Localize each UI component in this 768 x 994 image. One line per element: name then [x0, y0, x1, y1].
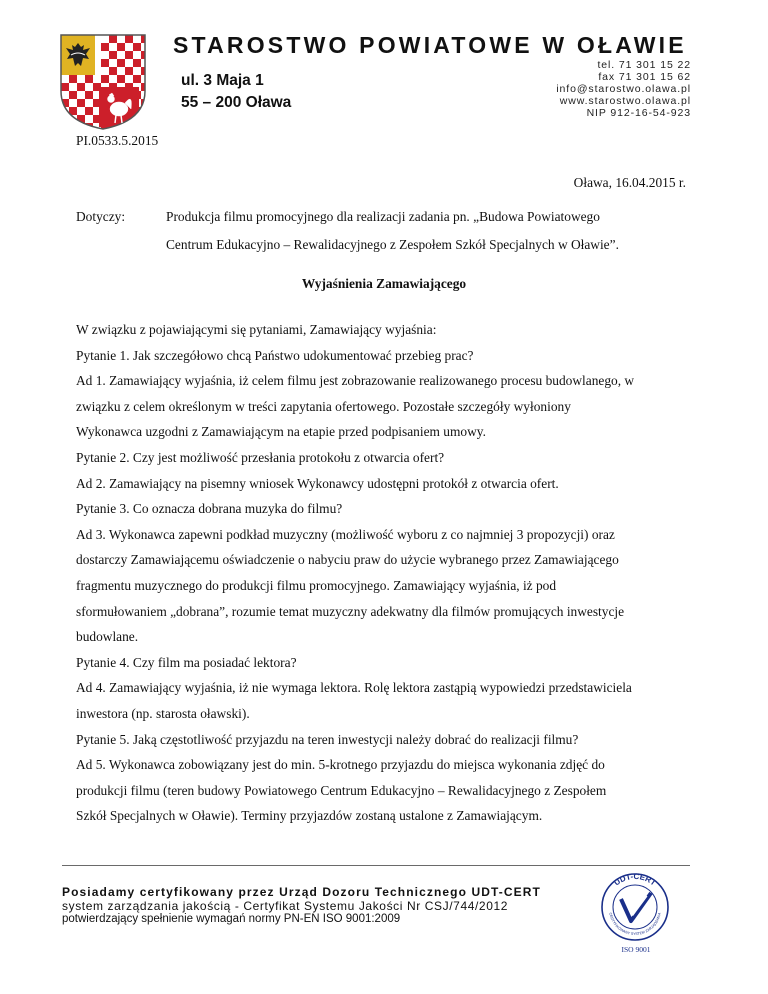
address-city: 55 – 200 Oława: [181, 94, 292, 111]
reference-number: PI.0533.5.2015: [76, 133, 159, 148]
iso-label: ISO 9001: [621, 945, 651, 954]
body-line: Ad 1. Zamawiający wyjaśnia, iż celem filmu jest zobrazowanie realizowanego procesu budowlanego, w: [76, 373, 635, 388]
footer-divider: [62, 865, 690, 866]
body-line: Ad 5. Wykonawca zobowiązany jest do min. 5-krotnego przyjazdu do miejsca wykonania zdjęć do: [76, 757, 605, 772]
udt-cert-logo: [595, 869, 675, 941]
cert-logo-text: UDT-CERT: [612, 871, 658, 888]
body-line: dostarczy Zamawiającemu oświadczenie o nabyciu praw do użycie wybranego przez Zamawiającego: [76, 552, 619, 567]
subject-label: Dotyczy:: [76, 209, 126, 224]
body-line: Wykonawca uzgodni z Zamawiającym na etapie przed podpisaniem umowy.: [76, 424, 486, 439]
body-line: Ad 2. Zamawiający na pisemny wniosek Wykonawcy udostępni protokół z otwarcia ofert.: [76, 476, 559, 491]
address-street: ul. 3 Maja 1: [181, 72, 264, 89]
nip-number: NIP 912-16-54-923: [586, 107, 691, 119]
footer-cert-line: system zarządzania jakością - Certyfikat Systemu Jakości Nr CSJ/744/2012: [62, 899, 509, 913]
body-line: Szkół Specjalnych w Oławie). Terminy przyjazdów zostaną ustalone z Zamawiającym.: [76, 808, 543, 823]
section-title: Wyjaśnienia Zamawiającego: [301, 276, 467, 291]
body-line: Pytanie 2. Czy jest możliwość przesłania protokołu z otwarcia ofert?: [76, 450, 445, 465]
body-line: sformułowaniem „dobrana”, rozumie temat muzyczny adekwatny dla filmów promujących inwestycje: [76, 604, 625, 619]
body-line: fragmentu muzycznego do produkcji filmu promocyjnego. Zamawiający wyjaśnia, iż pod: [76, 578, 557, 593]
body-line: Ad 4. Zamawiający wyjaśnia, iż nie wymaga lektora. Rolę lektora zastąpią wypowiedzi przedstawiciela: [76, 680, 632, 695]
contact-block: [556, 59, 691, 119]
footer-cert-line: Posiadamy certyfikowany przez Urząd Dozoru Technicznego UDT-CERT: [62, 885, 541, 899]
body-line: Pytanie 5. Jaką częstotliwość przyjazdu na teren inwestycji należy dobrać do realizacji filmu?: [76, 732, 579, 747]
body-line: Ad 3. Wykonawca zapewni podkład muzyczny (możliwość wyboru z co najmniej 3 propozycji) oraz: [76, 527, 615, 542]
fax-number: fax 71 301 15 62: [598, 71, 691, 83]
body-line: związku z celem określonym w treści zapytania ofertowego. Pozostałe szczegóły wyłoniony: [76, 399, 571, 414]
cert-ring-text: CERTYFIKOWANY SYSTEM ZARZĄDZANIA: [608, 912, 662, 937]
coat-of-arms-logo: [59, 33, 147, 131]
email-address[interactable]: info@starostwo.olawa.pl: [556, 83, 691, 95]
body-line: inwestora (np. starosta oławski).: [76, 706, 250, 721]
org-title: STAROSTWO POWIATOWE W OŁAWIE: [173, 32, 687, 58]
body-line: Pytanie 3. Co oznacza dobrana muzyka do filmu?: [76, 501, 343, 516]
subject-line: Produkcja filmu promocyjnego dla realizacji zadania pn. „Budowa Powiatowego: [166, 209, 600, 224]
date-line: Oława, 16.04.2015 r.: [573, 175, 686, 190]
body-line: Pytanie 1. Jak szczegółowo chcą Państwo udokumentować przebieg prac?: [76, 348, 474, 363]
website-link[interactable]: www.starostwo.olawa.pl: [559, 95, 691, 107]
footer-cert-line: potwierdzający spełnienie wymagań normy PN-EN ISO 9001:2009: [62, 913, 401, 925]
phone-number: tel. 71 301 15 22: [597, 59, 691, 71]
subject-line: Centrum Edukacyjno – Rewalidacyjnego z Zespołem Szkół Specjalnych w Oławie”.: [166, 237, 619, 252]
body-line: produkcji filmu (teren budowy Powiatowego Centrum Edukacyjno – Rewalidacyjnego z Zespołem: [76, 783, 607, 798]
body-line: W związku z pojawiającymi się pytaniami, Zamawiający wyjaśnia:: [76, 322, 437, 337]
body-line: Pytanie 4. Czy film ma posiadać lektora?: [76, 655, 297, 670]
body-line: budowlane.: [76, 629, 139, 644]
